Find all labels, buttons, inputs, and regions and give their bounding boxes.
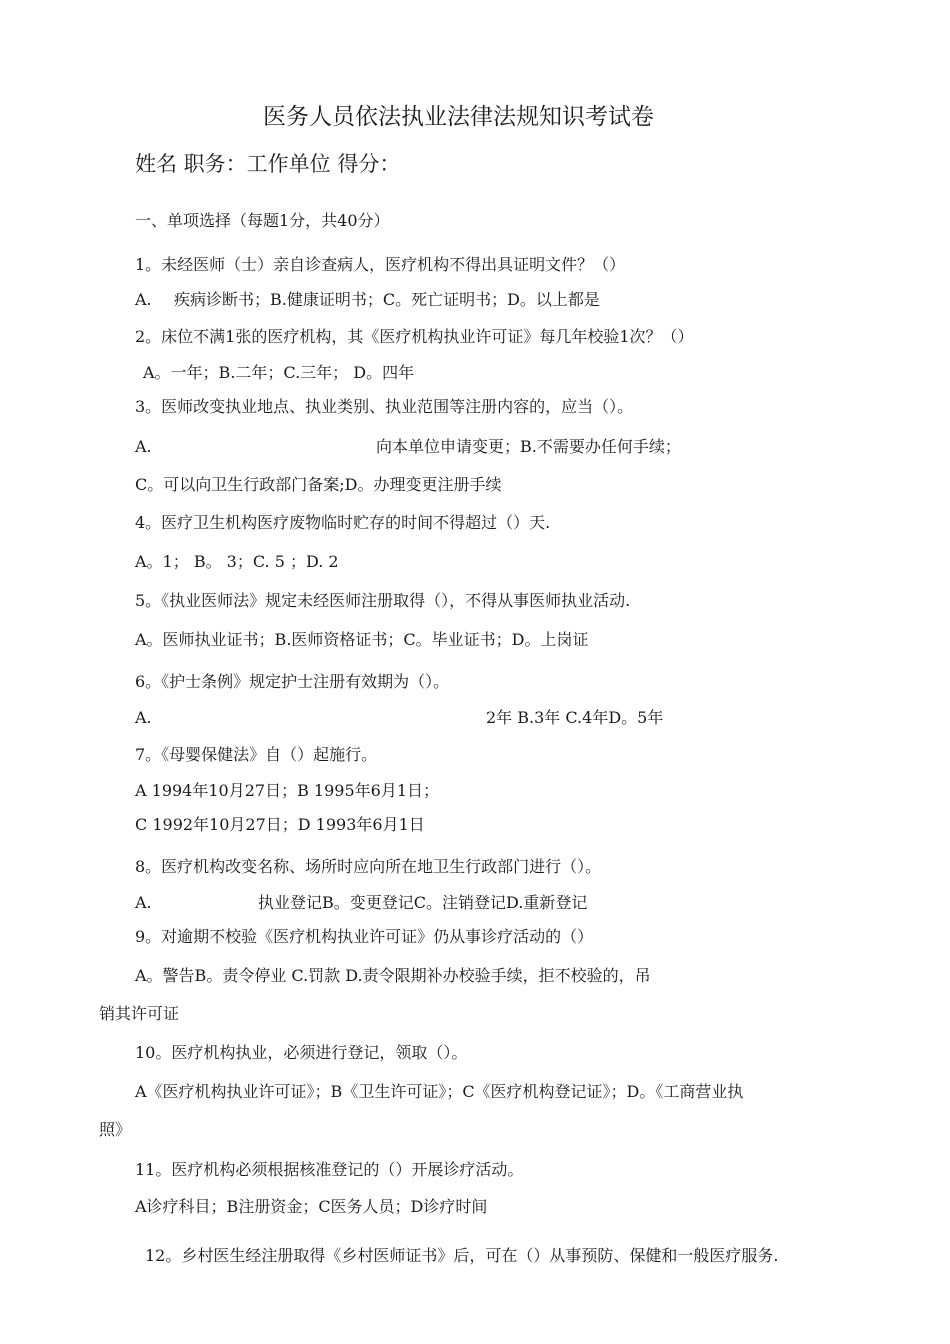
- question-stem-8: 8。医疗机构改变名称、场所时应向所在地卫生行政部门进行（）。: [135, 857, 602, 876]
- question-options-label-3: A.: [135, 437, 152, 456]
- section-heading: 一、单项选择（每题1分，共40分）: [135, 211, 390, 230]
- question-stem-4: 4。医疗卫生机构医疗废物临时贮存的时间不得超过（）天.: [135, 513, 551, 532]
- question-stem-10: 10。医疗机构执业，必须进行登记，领取（）。: [135, 1043, 468, 1062]
- question-options-3: 向本单位申请变更；B.不需要办任何手续；: [376, 437, 681, 456]
- question-stem-12: 12。乡村医生经注册取得《乡村医师证书》后，可在（）从事预防、保健和一般医疗服务.: [145, 1246, 779, 1265]
- question-options-10: A《医疗机构执业许可证》；B《卫生许可证》；C《医疗机构登记证》；D。《工商营业执: [135, 1082, 744, 1101]
- question-options-3b: C。可以向卫生行政部门备案;D。办理变更注册手续: [135, 475, 502, 494]
- exam-title: 医务人员依法执业法律法规知识考试卷: [263, 104, 654, 130]
- question-options-label-8: A.: [135, 893, 152, 912]
- question-options-7b: C 1992年10月27日；D 1993年6月1日: [135, 815, 425, 834]
- question-stem-2: 2。床位不满1张的医疗机构，其《医疗机构执业许可证》每几年校验1次？（）: [135, 327, 694, 346]
- question-options-5: A。医师执业证书；B.医师资格证书；C。毕业证书；D。上岗证: [135, 630, 589, 649]
- question-options-9: A。警告B。责令停业 C.罚款 D.责令限期补办校验手续，拒不校验的，吊: [135, 966, 651, 985]
- question-stem-9: 9。对逾期不校验《医疗机构执业许可证》仍从事诊疗活动的（）: [135, 927, 594, 946]
- question-options-8: 执业登记B。变更登记C。注销登记D.重新登记: [258, 893, 588, 912]
- question-stem-11: 11。医疗机构必须根据核准登记的（）开展诊疗活动。: [135, 1160, 524, 1179]
- question-options-9b: 销其许可证: [99, 1004, 180, 1023]
- question-options-label-1: A.: [135, 290, 152, 309]
- question-stem-1: 1。未经医师（士）亲自诊查病人，医疗机构不得出具证明文件？（）: [135, 255, 626, 274]
- question-options-7: A 1994年10月27日；B 1995年6月1日；: [135, 781, 440, 800]
- question-stem-5: 5。《执业医师法》规定未经医师注册取得（），不得从事医师执业活动.: [135, 591, 631, 610]
- question-options-11: A诊疗科目；B注册资金；C医务人员；D诊疗时间: [135, 1197, 488, 1216]
- question-options-2: A。一年；B.二年；C.三年； D。四年: [143, 363, 415, 382]
- question-stem-3: 3。医师改变执业地点、执业类别、执业范围等注册内容的，应当（）。: [135, 397, 634, 416]
- question-options-10b: 照》: [99, 1120, 132, 1139]
- question-options-label-6: A.: [135, 708, 152, 727]
- question-options-1: 疾病诊断书；B.健康证明书；C。死亡证明书；D。以上都是: [174, 290, 600, 309]
- exam-header-fields: 姓名 职务：工作单位 得分：: [135, 152, 401, 176]
- question-options-6: 2年 B.3年 C.4年D。5年: [486, 708, 664, 727]
- question-options-4: A。1； B。 3；C. 5 ；D. 2: [135, 552, 339, 571]
- question-stem-6: 6。《护士条例》规定护士注册有效期为（）。: [135, 672, 450, 691]
- question-stem-7: 7。《母婴保健法》自（）起施行。: [135, 745, 378, 764]
